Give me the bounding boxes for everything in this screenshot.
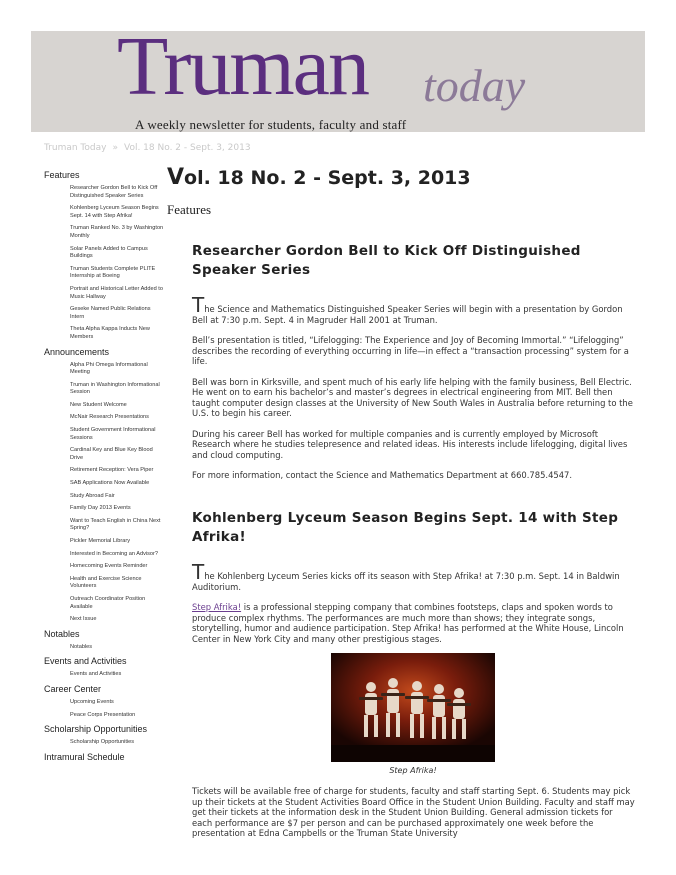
article-paragraph: Tickets will be available free of charge for students, faculty and staff starting Sept. 6. Students may pick up their tickets at the Student Activities Board Office in the Student Union Building. Faculty and staff may get their tickets at the information desk in the Student Union Building. General admission tickets for each performance are $7 per person and can be purchased approximately one week before the presentation at Edna Campbells or the Truman State University [192,786,635,838]
sidebar-section-events[interactable]: Events and Activities [44,656,127,667]
sidebar-list-features [70,185,164,342]
article-step-afrika-continued [192,786,635,849]
sidebar-item[interactable]: Theta Alpha Kappa Inducts New Members [70,326,150,340]
sidebar-item[interactable]: Next Issue [70,616,97,623]
sidebar-nav [44,170,164,767]
sidebar-item[interactable]: Family Day 2013 Events [70,505,131,512]
sidebar-list-notables [70,644,164,652]
main-header [167,166,637,218]
masthead-tagline: A weekly newsletter for students, faculty and staff [135,117,407,132]
sidebar-item[interactable]: Health and Exercise Science Volunteers [70,575,142,590]
sidebar-item[interactable]: Study Abroad Fair [70,492,115,499]
article-title: Kohlenberg Lyceum Season Begins Sept. 14 with Step Afrika! [192,510,619,545]
sidebar-item[interactable]: Student Government Informational Sessions [70,427,156,441]
sidebar-item[interactable]: Want to Teach English in China Next Spring? [70,517,161,532]
sidebar-section-intramural[interactable]: Intramural Schedule [44,751,125,762]
breadcrumb-separator: » [112,143,118,153]
article-paragraph: During his career Bell has worked for multiple companies and is currently employed by Microsoft Research where he studies telepresence and related ideas. His interests include lifelogging, digital lives and cloud computing. [192,428,628,460]
issue-title-rest: ol. 18 No. 2 - Sept. 3, 2013 [184,167,471,189]
sidebar-section-announcements[interactable]: Announcements [44,346,110,357]
sidebar-item[interactable]: Outreach Coordinator Position Available [70,595,146,610]
issue-title-initial: V [167,165,185,190]
article-paragraph: The Science and Mathematics Distinguished Speaker Series will begin with a presentation by Gordon Bell at 7:30 p.m. Sept. 4 in Magruder Hall 2001 at Truman. [192,293,623,325]
sidebar-item[interactable]: Truman Ranked No. 3 by Washington Monthly [70,225,164,239]
sidebar-item[interactable]: Truman Students Complete PLITE Internship at Boeing [70,265,156,280]
masthead-brand: Truman [117,31,368,113]
article-paragraph: Bell was born in Kirksville, and spent much of his early life helping with the family business, Bell Electric. He went on to earn his bachelor’s and master’s degrees in electrical engineering from MIT. Bell then taught computer design classes at the University of New South Wales in Australia before returning to the U.S. to begin his career. [192,376,633,418]
sidebar-item[interactable]: Kohlenberg Lyceum Season Begins Sept. 14 with Step Afrika! [70,205,159,219]
sidebar-item[interactable]: Alpha Phi Omega Informational Meeting [70,361,148,376]
sidebar-item[interactable]: Retirement Reception: Vera Piper [70,467,154,474]
article-paragraph: Bell’s presentation is titled, “Lifelogging: The Experience and Joy of Becoming Immortal.” “Lifelogging” describes the recording of everything occurring in life—in effect a “transaction processing” system for a life. [192,335,629,366]
sidebar-item[interactable]: Cardinal Key and Blue Key Blood Drive [70,447,153,461]
sidebar-item[interactable]: Portrait and Historical Letter Added to Music Hallway [70,285,163,300]
sidebar-list-events [70,671,164,679]
sidebar-section-career-center[interactable]: Career Center [44,683,102,694]
sidebar-section-notables[interactable]: Notables [44,628,80,639]
article-step-afrika [192,509,635,654]
breadcrumb [44,143,257,153]
breadcrumb-current: Vol. 18 No. 2 - Sept. 3, 2013 [123,143,251,153]
sidebar-item[interactable]: Notables [70,643,93,650]
step-afrika-link[interactable]: Step Afrika! [192,602,242,612]
sidebar-list-career-center [70,699,164,719]
article-paragraph: For more information, contact the Science and Mathematics Department at 660.785.4547. [192,470,573,480]
sidebar-item[interactable]: McNair Research Presentations [70,414,149,421]
sidebar-item[interactable]: Events and Activities [70,671,122,678]
sidebar-item[interactable]: Upcoming Events [70,698,114,705]
sidebar-item[interactable]: Truman in Washington Informational Session [70,381,160,396]
article-title: Researcher Gordon Bell to Kick Off Distinguished Speaker Series [192,243,581,278]
article-paragraph: The Kohlenberg Lyceum Series kicks off its season with Step Afrika! at 7:30 p.m. Sept. 14 in Baldwin Auditorium. [192,560,620,592]
sidebar-item[interactable]: Peace Corps Presentation [70,711,136,718]
sidebar-item[interactable]: New Student Welcome [70,401,127,408]
issue-title [167,166,637,190]
article-paragraph: Step Afrika! is a professional stepping company that combines footsteps, claps and spoken words to produce complex rhythms. The performances are much more than shows; they integrate songs, storytelling, humor and audience participation. Step Afrika! has performed at the White House, Lincoln Center in New York City and many other prestigious stages. [192,602,624,644]
sidebar-section-scholarships[interactable]: Scholarship Opportunities [44,724,148,735]
sidebar-item[interactable]: Geseke Named Public Relations Intern [70,306,151,320]
step-afrika-photo [331,653,495,762]
section-heading: Features [167,202,212,217]
masthead-brand-suffix: today [423,60,526,111]
sidebar-list-scholarships [70,739,164,747]
sidebar-section-features[interactable]: Features [44,170,80,180]
sidebar-item[interactable]: Homecoming Events Reminder [70,563,148,570]
sidebar-item[interactable]: Researcher Gordon Bell to Kick Off Distinguished Speaker Series [70,185,158,199]
sidebar-list-announcements [70,362,164,624]
sidebar-item[interactable]: Scholarship Opportunities [70,739,135,746]
sidebar-item[interactable]: SAB Applications Now Available [70,480,150,487]
article-gordon-bell [192,242,635,491]
sidebar-item[interactable]: Interested in Becoming an Advisor? [70,550,158,557]
dropcap: T [192,560,205,584]
masthead-banner[interactable] [31,31,645,132]
photo-caption: Step Afrika! [389,766,437,775]
breadcrumb-home-link[interactable]: Truman Today [44,143,107,153]
sidebar-item[interactable]: Pickler Memorial Library [70,538,130,544]
dropcap: T [192,293,205,317]
sidebar-item[interactable]: Solar Panels Added to Campus Buildings [70,245,148,260]
